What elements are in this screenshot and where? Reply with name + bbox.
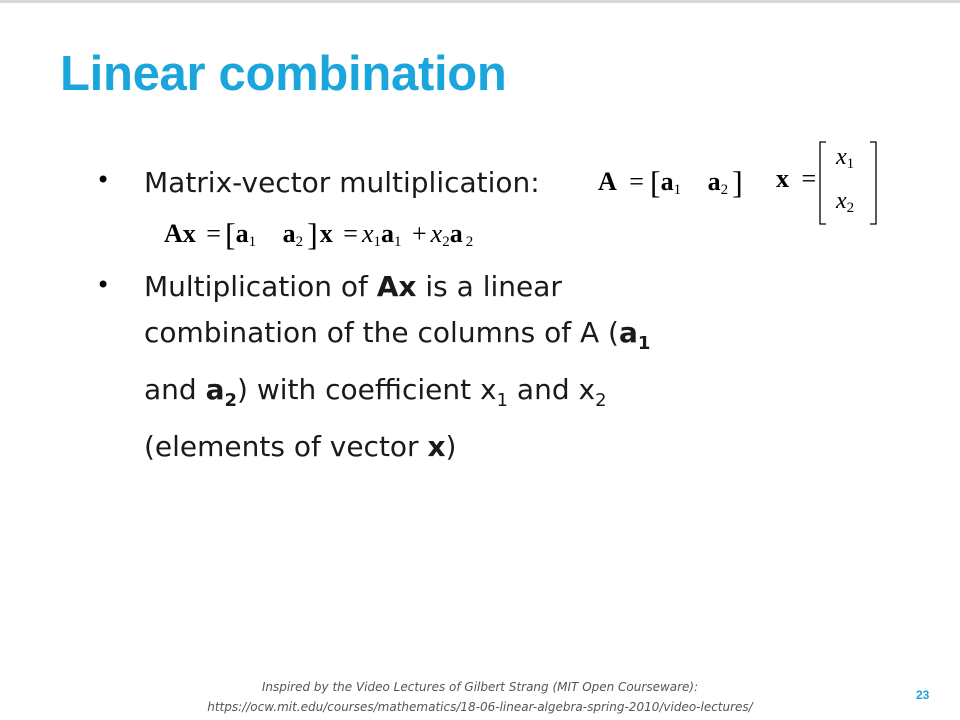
slide-title: Linear combination bbox=[60, 47, 507, 101]
footer-source-link[interactable]: https://ocw.mit.edu/courses/mathematics/18-06-linear-algebra-spring-2010/video-lectures/ bbox=[207, 700, 753, 714]
page-number: 23 bbox=[916, 688, 930, 702]
vector-x-entry-1: x1 bbox=[836, 144, 855, 172]
equation-matrix-a: A = [a1 a2 ] bbox=[598, 164, 743, 200]
bullet-matrix-vector: Matrix-vector multiplication: bbox=[144, 166, 540, 199]
bullet-marker: • bbox=[96, 166, 111, 194]
bullet-marker: • bbox=[96, 271, 111, 299]
footer-credit bbox=[0, 677, 960, 717]
equation-vector-x: x = bbox=[776, 164, 817, 193]
footer-credit-line: Inspired by the Video Lectures of Gilbert Strang (MIT Open Courseware): bbox=[261, 680, 699, 694]
vector-x-entry-2: x2 bbox=[836, 188, 855, 216]
top-divider bbox=[0, 0, 960, 3]
bullet-linear-combination: Multiplication of Ax is a linear combination of the columns of A ($a_1$ and $a_2$) with coefficient $x_1$ and $x_2$ (elements of vector x) bbox=[144, 270, 651, 463]
equation-linear-combination: Ax = [a1 a2 ]x = x1a1 + x2a 2 bbox=[164, 216, 474, 252]
